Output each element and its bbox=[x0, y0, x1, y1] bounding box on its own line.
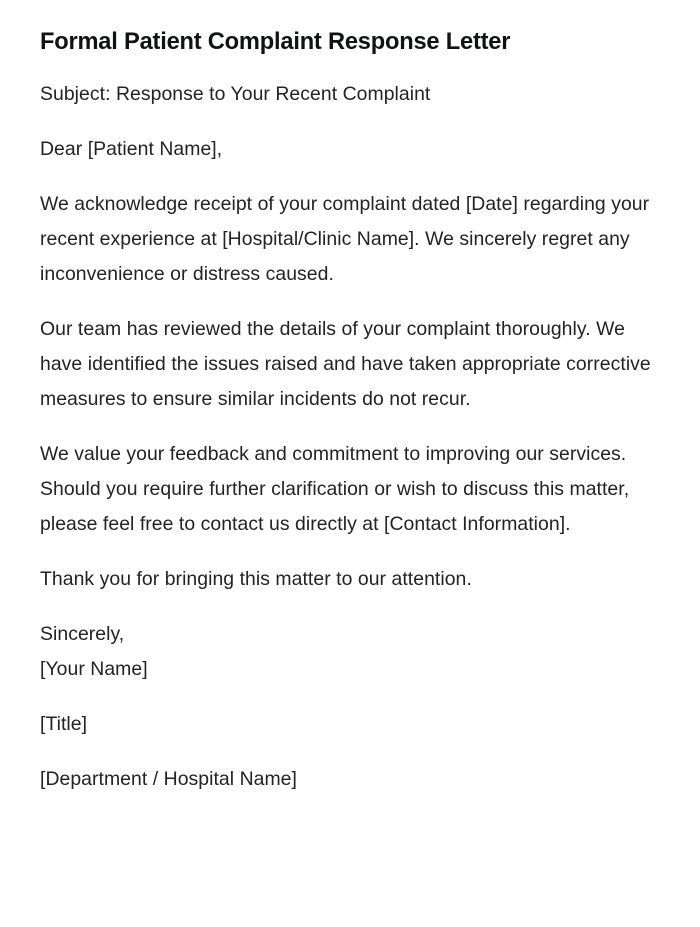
signature-name: [Your Name] bbox=[40, 658, 148, 680]
letter-salutation: Dear [Patient Name], bbox=[40, 138, 223, 160]
letter-paragraph-thanks: Thank you for bringing this matter to our attention. bbox=[40, 568, 472, 590]
letter-paragraph-acknowledgement: We acknowledge receipt of your complaint dated [Date] regarding your recent experience at [Hospital/Clinic Name]. We sincerely regret any inconvenience or distress caused. bbox=[40, 193, 650, 285]
letter-content bbox=[40, 77, 660, 797]
letter-paragraph-feedback: We value your feedback and commitment to improving our services. Should you require further clarification or wish to discuss this matter, please feel free to contact us directly at [Contact Information]. bbox=[40, 443, 630, 535]
signature-title: [Title] bbox=[40, 713, 88, 735]
letter-closing: Sincerely, bbox=[40, 623, 125, 645]
signature-block bbox=[40, 652, 660, 797]
signature-department: [Department / Hospital Name] bbox=[40, 768, 297, 790]
letter-paragraph-review: Our team has reviewed the details of your complaint thoroughly. We have identified the issues raised and have taken appropriate corrective measures to ensure similar incidents do not recur. bbox=[40, 318, 651, 410]
letter-subject-line: Subject: Response to Your Recent Complaint bbox=[40, 83, 431, 105]
page-title: Formal Patient Complaint Response Letter bbox=[40, 28, 511, 55]
